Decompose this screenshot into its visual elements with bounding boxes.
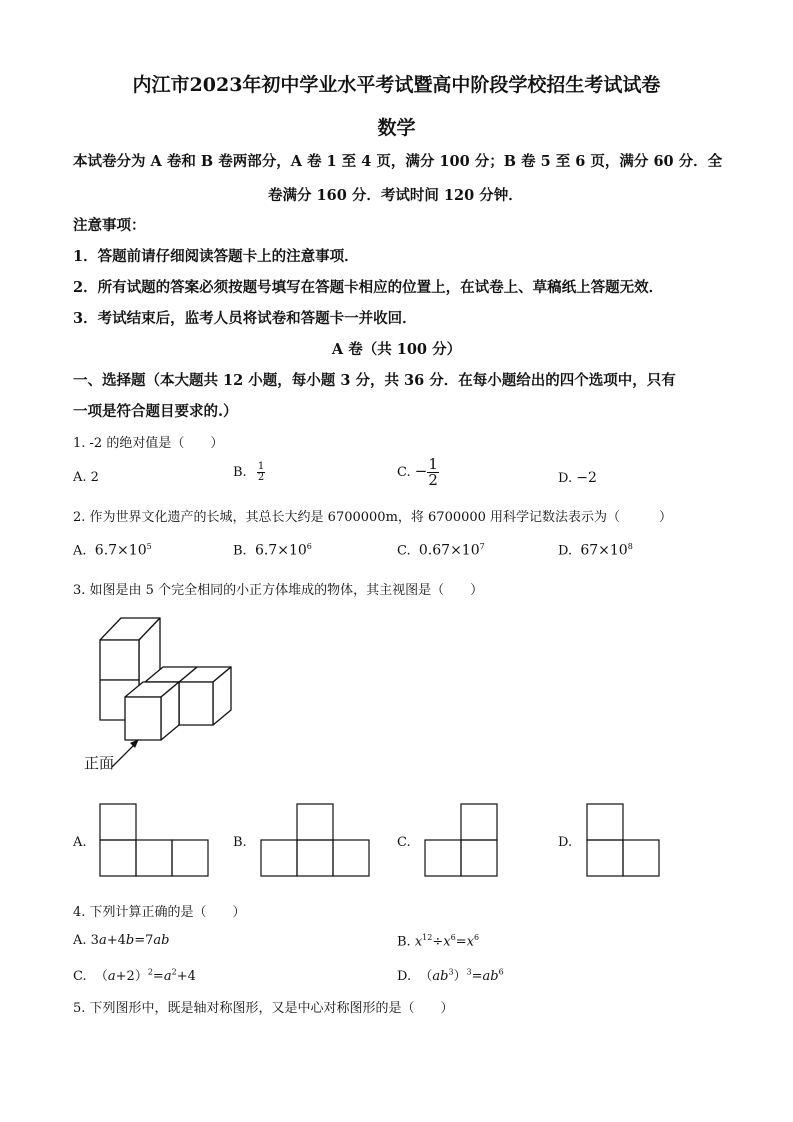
q3-option-b-view [259,802,371,878]
note-item-3: 3．考试结束后，监考人员将试卷和答题卡一并收回． [73,310,417,327]
q3-option-d-view [585,802,661,878]
q4-b-label: B. [397,934,411,950]
q2-d-exponent: 8 [627,542,633,551]
q1-option-a [73,470,99,485]
q2-option-c [397,542,485,558]
q1-option-d [558,470,597,486]
page-title: 内江市2023年初中学业水平考试暨高中阶段学校招生考试试卷 [132,74,661,96]
q2-option-a [73,542,152,558]
q2-option-d [558,542,633,558]
q1-b-numerator: 1 [257,461,265,472]
q3-c-label: C. [397,835,411,850]
q1-c-sign: − [414,462,428,480]
q4-d-label: D. [397,969,412,984]
q4-c-label: C. [73,969,87,984]
note-item-1: 1．答题前请仔细阅读答题卡上的注意事项． [73,248,359,265]
q3-cube-figure [98,615,248,755]
intro-line-1: 本试卷分为 A 卷和 B 卷两部分，A 卷 1 至 4 页，满分 100 分；B 卷 5 至 6 页，满分 60 分．全 [73,153,723,170]
q3-stem: 3. 如图是由 5 个完全相同的小正方体堆成的物体，其主视图是（ ） [73,583,484,598]
q2-b-label: B. [233,543,247,559]
q2-a-label: A. [73,543,87,559]
q4-option-b: B. $x^{12}\div x^6=x^6$ [397,933,480,950]
part1-line-2: 一项是符合题目要求的.） [73,403,238,420]
q1-a-label: A. [73,470,87,485]
notes-heading: 注意事项： [73,217,146,234]
q2-a-base: 6.7×10 [94,542,147,559]
q1-b-label: B. [233,465,247,480]
q2-c-label: C. [397,543,411,559]
q4-stem: 4. 下列计算正确的是（ ） [73,905,246,920]
q3-d-label: D. [558,835,573,850]
q5-stem: 5. 下列图形中，既是轴对称图形，又是中心对称图形的是（ ） [73,1001,454,1016]
q1-c-numerator: 1 [428,455,438,473]
q4-a-label: A. [73,933,87,948]
q2-a-exponent: 5 [146,542,152,551]
q1-c-denominator: 2 [428,471,438,489]
q1-d-value: −2 [576,470,597,486]
q3-option-c-view [423,802,499,878]
q3-b-label: B. [233,835,247,850]
q1-c-fraction [427,457,439,488]
q1-b-denominator: 2 [257,472,265,483]
q1-option-b [233,462,265,483]
subject-title: 数学 [377,117,416,139]
q2-b-base: 6.7×10 [254,542,307,559]
q1-b-fraction [257,462,265,483]
q2-d-label: D. [558,543,573,559]
intro-line-2: 卷满分 160 分．考试时间 120 分钟． [268,187,523,204]
q2-c-exponent: 7 [479,542,485,551]
q2-stem: 2. 作为世界文化遗产的长城，其总长大约是 6700000m，将 6700000 用科学记数法表示为（ ） [73,510,673,525]
q3-option-a-view [98,802,210,878]
q1-option-c [397,457,439,488]
q1-stem: 1. -2 的绝对值是（ ） [73,436,224,451]
part1-line-1: 一、选择题（本大题共 12 小题，每小题 3 分，共 36 分．在每小题给出的四个选项中，只有 [73,372,676,389]
q1-a-value: 2 [90,470,99,485]
q4-option-d: D. $(ab^3)^3=ab^6$ [397,967,504,984]
q3-a-label: A. [73,835,87,850]
section-a-heading: A 卷（共 100 分） [331,341,462,358]
q2-c-base: 0.67×10 [418,542,480,559]
note-item-2: 2．所有试题的答案必须按题号填写在答题卡相应的位置上，在试卷上、草稿纸上答题无效． [73,279,664,296]
q1-d-label: D. [558,471,573,486]
front-label: 正面 [84,754,115,772]
q2-option-b [233,542,312,558]
q2-d-base: 67×10 [580,542,628,559]
q4-option-c: C. $(a+2)^2=a^2+4$ [73,967,196,984]
q2-b-exponent: 6 [306,542,312,551]
q1-c-label: C. [397,465,411,480]
q4-option-a: A. 3a+4b=7ab [73,933,170,948]
